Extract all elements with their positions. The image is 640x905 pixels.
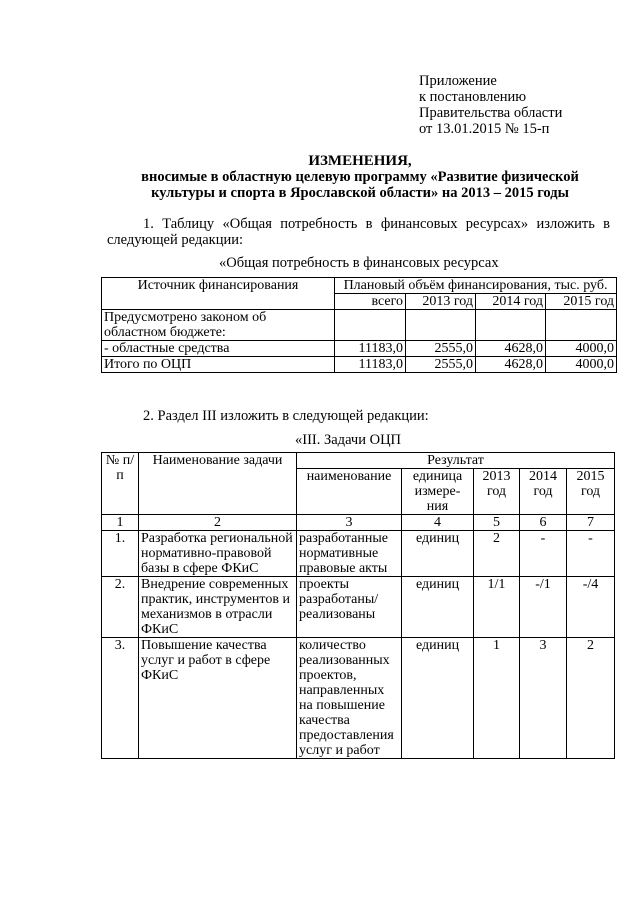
- header-task: Наименование задачи: [139, 453, 297, 515]
- cell-2015: -: [567, 531, 615, 577]
- colnum: 1: [102, 515, 139, 531]
- header-unit: единица измере-ния: [402, 469, 474, 515]
- cell: [335, 310, 406, 341]
- cell-unit: единиц: [402, 577, 474, 638]
- document-title: [100, 153, 620, 201]
- table-row: [102, 357, 617, 373]
- cell-task: Внедрение современных практик, инструментов и механизмов в отрасли ФКиС: [139, 577, 297, 638]
- cell-2013: 2: [474, 531, 520, 577]
- cell-num: 3.: [102, 638, 139, 759]
- paragraph-2: 2. Раздел III изложить в следующей редакции:: [143, 408, 429, 424]
- title-line: вносимые в областную целевую программу «Развитие физической: [141, 169, 579, 185]
- cell: 11183,0: [335, 357, 406, 373]
- cell-num: 1.: [102, 531, 139, 577]
- cell: 11183,0: [335, 341, 406, 357]
- cell-num: 2.: [102, 577, 139, 638]
- row-label: - областные средства: [102, 341, 335, 357]
- header-2015: 2015 год: [546, 294, 617, 310]
- cell-unit: единиц: [402, 638, 474, 759]
- appendix-line: к постановлению: [419, 89, 527, 105]
- row-label: Итого по ОЦП: [102, 357, 335, 373]
- header-2014: 2014 год: [476, 294, 546, 310]
- appendix-line: Приложение: [419, 73, 497, 89]
- cell: [546, 310, 617, 341]
- cell-task: Разработка региональной нормативно-правовой базы в сфере ФКиС: [139, 531, 297, 577]
- table-row: [102, 638, 615, 759]
- tasks-table: [101, 452, 615, 759]
- header-2013: 2013 год: [474, 469, 520, 515]
- table2-caption: «III. Задачи ОЦП: [295, 432, 402, 448]
- colnum: 4: [402, 515, 474, 531]
- cell: 4628,0: [476, 341, 546, 357]
- colnum: 5: [474, 515, 520, 531]
- header-source: Источник финансирования: [102, 278, 335, 310]
- cell-name: проекты разработаны/ реализованы: [297, 577, 402, 638]
- table-row: [102, 310, 617, 341]
- cell-2013: 1: [474, 638, 520, 759]
- colnum: 2: [139, 515, 297, 531]
- cell-unit: единиц: [402, 531, 474, 577]
- cell: 2555,0: [406, 341, 476, 357]
- appendix-note: [419, 73, 562, 137]
- table-row: [102, 278, 617, 294]
- colnum: 7: [567, 515, 615, 531]
- cell-2014: 3: [520, 638, 567, 759]
- cell: 4628,0: [476, 357, 546, 373]
- appendix-line: от 13.01.2015 № 15-п: [419, 121, 550, 137]
- cell-name: количество реализованных проектов, направленных на повышение качества предоставления услуг и работ: [297, 638, 402, 759]
- cell-task: Повышение качества услуг и работ в сфере ФКиС: [139, 638, 297, 759]
- cell-2014: -: [520, 531, 567, 577]
- cell: [476, 310, 546, 341]
- cell: 4000,0: [546, 357, 617, 373]
- header-name: наименование: [297, 469, 402, 515]
- header-total: всего: [335, 294, 406, 310]
- header-result: Результат: [297, 453, 615, 469]
- header-2014: 2014 год: [520, 469, 567, 515]
- cell: 4000,0: [546, 341, 617, 357]
- colnum: 3: [297, 515, 402, 531]
- finance-table: [101, 277, 617, 373]
- cell-2013: 1/1: [474, 577, 520, 638]
- cell: [406, 310, 476, 341]
- table1-caption: «Общая потребность в финансовых ресурсах: [219, 255, 499, 271]
- colnum: 6: [520, 515, 567, 531]
- cell-name: разработанные нормативные правовые акты: [297, 531, 402, 577]
- table-row: [102, 531, 615, 577]
- title-heading: ИЗМЕНЕНИЯ,: [308, 153, 412, 169]
- table-row: [102, 515, 615, 531]
- cell-2015: 2: [567, 638, 615, 759]
- header-plan: Плановый объём финансирования, тыс. руб.: [335, 278, 617, 294]
- table-row: [102, 577, 615, 638]
- header-2013: 2013 год: [406, 294, 476, 310]
- cell-2014: -/1: [520, 577, 567, 638]
- table-row: [102, 341, 617, 357]
- appendix-line: Правительства области: [419, 105, 563, 121]
- title-line: культуры и спорта в Ярославской области» на 2013 – 2015 годы: [151, 185, 569, 201]
- header-2015: 2015 год: [567, 469, 615, 515]
- header-num: № п/п: [102, 453, 139, 515]
- row-label: Предусмотрено законом об областном бюджете:: [102, 310, 335, 341]
- cell: 2555,0: [406, 357, 476, 373]
- cell-2015: -/4: [567, 577, 615, 638]
- table-row: [102, 453, 615, 469]
- paragraph-1: 1. Таблицу «Общая потребность в финансовых ресурсах» изложить в следующей редакции:: [107, 216, 610, 248]
